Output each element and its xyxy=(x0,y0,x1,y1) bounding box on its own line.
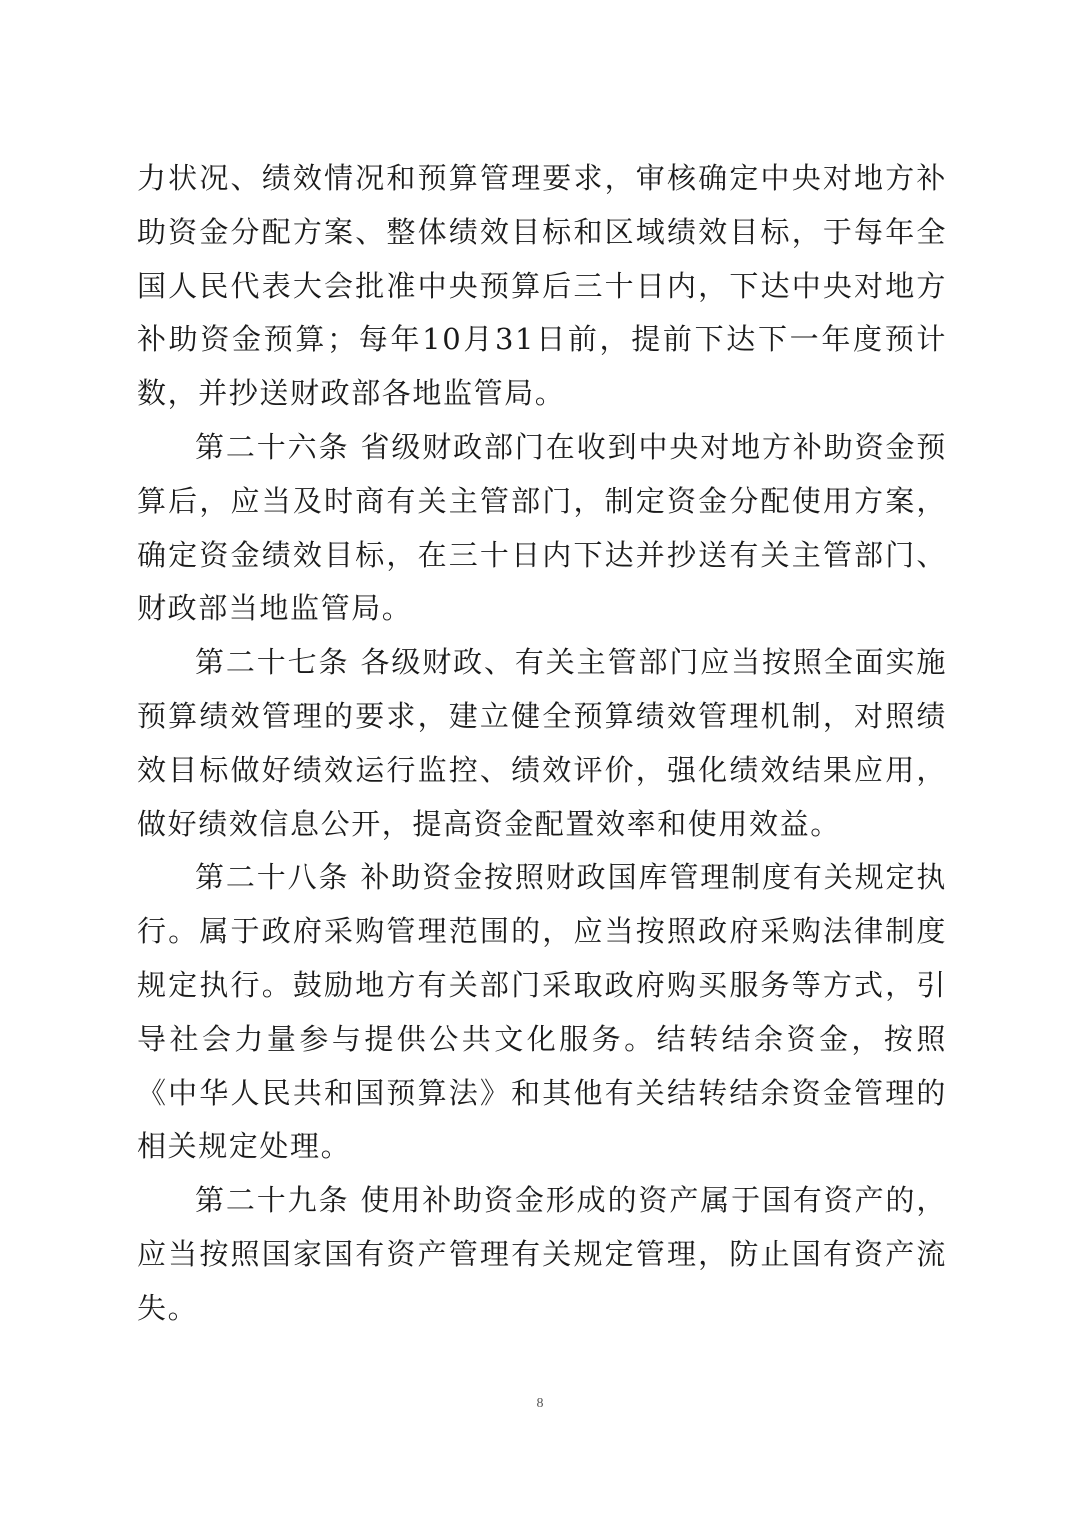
document-body xyxy=(137,152,947,1336)
article-29: 第二十九条 使用补助资金形成的资产属于国有资产的，应当按照国家国有资产管理有关规定管理，防止国有资产流失。 xyxy=(137,1183,947,1325)
article-27: 第二十七条 各级财政、有关主管部门应当按照全面实施预算绩效管理的要求，建立健全预算绩效管理机制，对照绩效目标做好绩效运行监控、绩效评价，强化绩效结果应用，做好绩效信息公开，提高资金配置效率和使用效益。 xyxy=(137,645,947,841)
article-26: 第二十六条 省级财政部门在收到中央对地方补助资金预算后，应当及时商有关主管部门，制定资金分配使用方案，确定资金绩效目标，在三十日内下达并抄送有关主管部门、财政部当地监管局。 xyxy=(137,429,947,626)
article-28: 第二十八条 补助资金按照财政国库管理制度有关规定执行。属于政府采购管理范围的，应当按照政府采购法律制度规定执行。鼓励地方有关部门采取政府购买服务等方式，引导社会力量参与提供公共文化服务。结转结余资金，按照《中华人民共和国预算法》和其他有关结转结余资金管理的相关规定处理。 xyxy=(137,860,947,1164)
paragraph-continuation: 力状况、绩效情况和预算管理要求，审核确定中央对地方补助资金分配方案、整体绩效目标和区域绩效目标，于每年全国人民代表大会批准中央预算后三十日内，下达中央对地方补助资金预算；每年10月31日前，提前下达下一年度预计数，并抄送财政部各地监管局。 xyxy=(137,161,947,411)
page-number: 8 xyxy=(536,1396,544,1411)
